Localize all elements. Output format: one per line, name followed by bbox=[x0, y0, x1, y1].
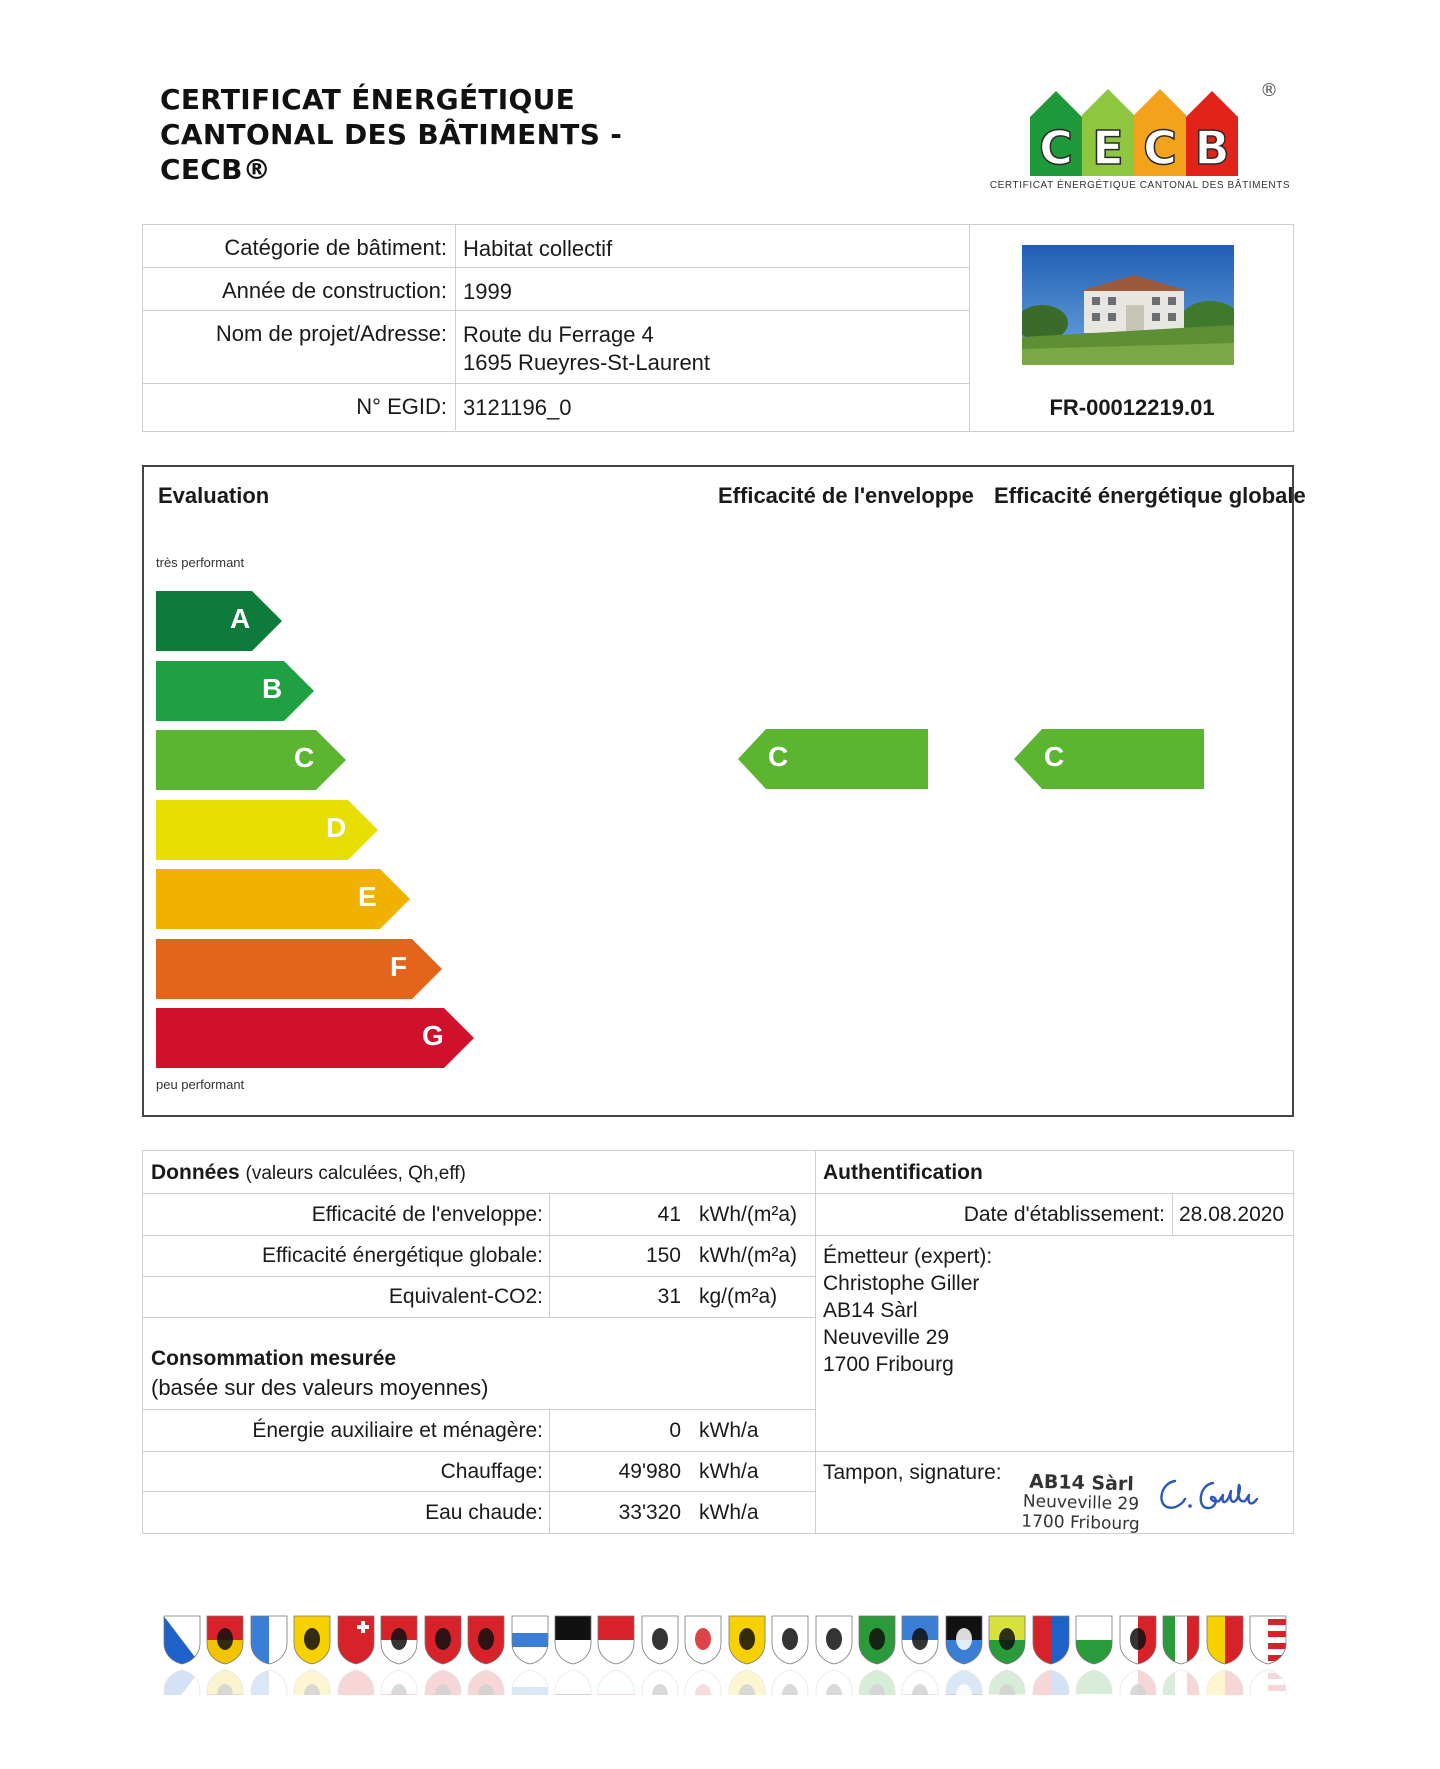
title-line-2: CANTONAL DES BÂTIMENTS - bbox=[160, 118, 623, 151]
canton-shield bbox=[1249, 1615, 1287, 1665]
canton-shield bbox=[380, 1615, 418, 1665]
canton-shield-reflection bbox=[597, 1669, 635, 1695]
canton-shield-reflection bbox=[641, 1669, 679, 1695]
energy-class-letter: F bbox=[390, 950, 408, 982]
data-title: Données bbox=[151, 1161, 240, 1184]
issuer-label: Émetteur (expert): bbox=[823, 1245, 993, 1268]
measured-title: Consommation mesurée bbox=[151, 1347, 397, 1370]
data-header bbox=[151, 1161, 466, 1185]
label-bottom: peu performant bbox=[156, 1077, 245, 1092]
canton-shield-reflection bbox=[1032, 1669, 1070, 1695]
canton-shield-reflection bbox=[684, 1669, 722, 1695]
category-label: Catégorie de bâtiment: bbox=[224, 235, 447, 260]
hot-water-value: 33'320 bbox=[618, 1501, 681, 1524]
canton-shield-reflection bbox=[163, 1669, 201, 1695]
energy-class-b bbox=[156, 661, 314, 721]
data-subtitle: (valeurs calculées, Qh,eff) bbox=[245, 1163, 466, 1184]
canton-coats-of-arms bbox=[163, 1615, 1287, 1705]
logo-letter-4: B bbox=[1194, 121, 1230, 175]
logo-letter-3: C bbox=[1143, 121, 1177, 175]
building-info-table bbox=[142, 224, 1294, 432]
envelope-efficiency-unit: kWh/(m²a) bbox=[699, 1203, 797, 1226]
aux-energy-value: 0 bbox=[669, 1419, 681, 1442]
logo-letter-1: C bbox=[1039, 121, 1073, 175]
canton-shield bbox=[467, 1615, 505, 1665]
hot-water-unit: kWh/a bbox=[699, 1501, 759, 1524]
canton-shield bbox=[554, 1615, 592, 1665]
energy-class-c bbox=[156, 730, 346, 790]
canton-shield bbox=[1075, 1615, 1113, 1665]
envelope-column-title: Efficacité de l'enveloppe bbox=[718, 483, 974, 508]
cecb-logo bbox=[986, 76, 1294, 196]
auth-title: Authentification bbox=[823, 1161, 983, 1184]
global-efficiency-value: 150 bbox=[645, 1244, 681, 1267]
canton-shield bbox=[293, 1615, 331, 1665]
label-top: très performant bbox=[156, 555, 245, 570]
year-value: 1999 bbox=[463, 279, 512, 304]
co2-value: 31 bbox=[657, 1285, 681, 1308]
canton-shield-reflection bbox=[424, 1669, 462, 1695]
measured-subtitle: (basée sur des valeurs moyennes) bbox=[151, 1375, 489, 1400]
canton-shield-reflection bbox=[771, 1669, 809, 1695]
canton-shield bbox=[1119, 1615, 1157, 1665]
canton-shield-reflection bbox=[467, 1669, 505, 1695]
canton-shield bbox=[511, 1615, 549, 1665]
info-row-category bbox=[143, 225, 969, 268]
stamp-line-1: AB14 Sàrl bbox=[1028, 1470, 1135, 1496]
canton-shield bbox=[206, 1615, 244, 1665]
canton-shield-reflection bbox=[815, 1669, 853, 1695]
energy-class-letter: G bbox=[422, 1020, 444, 1051]
date-label: Date d'établissement: bbox=[963, 1203, 1165, 1226]
co2-unit: kg/(m²a) bbox=[699, 1285, 778, 1308]
company-stamp bbox=[1020, 1471, 1142, 1534]
energy-class-d bbox=[156, 800, 378, 860]
heating-value: 49'980 bbox=[618, 1460, 681, 1483]
issuer-company: AB14 Sàrl bbox=[823, 1299, 918, 1322]
canton-shield-reflection bbox=[511, 1669, 549, 1695]
canton-shield bbox=[597, 1615, 635, 1665]
aux-energy-label: Énergie auxiliaire et ménagère: bbox=[252, 1419, 543, 1442]
logo-letter-2: E bbox=[1092, 121, 1124, 175]
issuer-name: Christophe Giller bbox=[823, 1272, 980, 1295]
cecb-logo-houses bbox=[986, 76, 1294, 180]
building-photo-cell bbox=[969, 225, 1294, 431]
canton-shield-reflection bbox=[1249, 1669, 1287, 1695]
energy-class-letter: D bbox=[326, 811, 347, 843]
canton-shield bbox=[728, 1615, 766, 1665]
canton-shield bbox=[858, 1615, 896, 1665]
issuer-street: Neuveville 29 bbox=[823, 1326, 950, 1349]
canton-shield-reflection bbox=[250, 1669, 288, 1695]
canton-shield bbox=[337, 1615, 375, 1665]
year-label: Année de construction: bbox=[221, 278, 447, 303]
heating-unit: kWh/a bbox=[699, 1460, 759, 1483]
energy-class-f bbox=[156, 939, 442, 999]
canton-shield-reflection bbox=[858, 1669, 896, 1695]
category-value: Habitat collectif bbox=[463, 236, 613, 261]
issuer-city: 1700 Fribourg bbox=[823, 1353, 954, 1376]
envelope-efficiency-label: Efficacité de l'enveloppe: bbox=[311, 1203, 543, 1226]
building-photo bbox=[1022, 245, 1234, 365]
energy-class-letter: A bbox=[230, 603, 251, 634]
data-authentication-table bbox=[142, 1150, 1294, 1534]
energy-class-a bbox=[156, 591, 282, 651]
canton-shield-reflection bbox=[1075, 1669, 1113, 1695]
envelope-rating-marker bbox=[738, 729, 928, 789]
logo-tagline: CERTIFICAT ÉNERGÉTIQUE CANTONAL DES BÂTIMENTS bbox=[989, 180, 1291, 191]
address-line-2: 1695 Rueyres-St-Laurent bbox=[463, 350, 711, 375]
global-rating-marker bbox=[1014, 729, 1204, 789]
energy-class-letter: B bbox=[262, 672, 283, 704]
title-line-1: CERTIFICAT ÉNERGÉTIQUE bbox=[160, 83, 576, 116]
canton-shield bbox=[1206, 1615, 1244, 1665]
canton-shield bbox=[988, 1615, 1026, 1665]
canton-shield-reflection bbox=[337, 1669, 375, 1695]
energy-class-letter: C bbox=[294, 742, 315, 773]
hot-water-label: Eau chaude: bbox=[425, 1501, 543, 1524]
aux-energy-unit: kWh/a bbox=[699, 1419, 759, 1442]
energy-class-g bbox=[156, 1008, 474, 1068]
canton-shield-reflection bbox=[554, 1669, 592, 1695]
envelope-efficiency-value: 41 bbox=[657, 1203, 681, 1226]
canton-shield bbox=[1032, 1615, 1070, 1665]
canton-shield-reflection bbox=[293, 1669, 331, 1695]
global-efficiency-label: Efficacité énergétique globale: bbox=[262, 1244, 543, 1267]
evaluation-title: Evaluation bbox=[158, 483, 270, 508]
envelope-rating-letter: C bbox=[768, 741, 789, 772]
stamp-line-2: Neuveville 29 bbox=[1022, 1491, 1140, 1515]
logo-registered-mark: ® bbox=[1260, 80, 1278, 101]
co2-label: Equivalent-CO2: bbox=[388, 1285, 543, 1308]
info-row-year bbox=[143, 268, 969, 311]
evaluation-panel bbox=[142, 465, 1306, 1117]
global-rating-letter: C bbox=[1044, 741, 1065, 772]
canton-shield-reflection bbox=[1206, 1669, 1244, 1695]
stamp-label: Tampon, signature: bbox=[823, 1461, 1002, 1484]
canton-shield-reflection bbox=[728, 1669, 766, 1695]
egid-label: N° EGID: bbox=[356, 394, 447, 419]
canton-shield-reflection bbox=[901, 1669, 939, 1695]
info-row-egid bbox=[143, 384, 969, 430]
energy-class-e bbox=[156, 869, 410, 929]
global-column-title: Efficacité énergétique globale bbox=[994, 483, 1306, 508]
canton-shield-reflection bbox=[945, 1669, 983, 1695]
title-line-3: CECB® bbox=[160, 153, 272, 186]
canton-shield bbox=[901, 1615, 939, 1665]
certificate-number: FR-00012219.01 bbox=[1049, 395, 1215, 420]
canton-shield bbox=[684, 1615, 722, 1665]
canton-shield-reflection bbox=[380, 1669, 418, 1695]
address-label: Nom de projet/Adresse: bbox=[215, 321, 447, 346]
egid-value: 3121196_0 bbox=[463, 395, 572, 420]
issuer-block bbox=[823, 1243, 992, 1378]
canton-shield bbox=[250, 1615, 288, 1665]
heating-label: Chauffage: bbox=[440, 1460, 543, 1483]
document-title bbox=[160, 82, 622, 187]
canton-shield bbox=[163, 1615, 201, 1665]
canton-shield bbox=[771, 1615, 809, 1665]
canton-shield-reflection bbox=[206, 1669, 244, 1695]
canton-shield bbox=[815, 1615, 853, 1665]
handwritten-signature bbox=[1153, 1473, 1263, 1528]
canton-shield bbox=[641, 1615, 679, 1665]
canton-shield-reflection bbox=[1119, 1669, 1157, 1695]
canton-shield-reflection bbox=[988, 1669, 1026, 1695]
canton-shield bbox=[945, 1615, 983, 1665]
address-line-1: Route du Ferrage 4 bbox=[463, 322, 654, 347]
info-row-address bbox=[143, 311, 969, 384]
date-value: 28.08.2020 bbox=[1179, 1203, 1285, 1226]
canton-shield bbox=[424, 1615, 462, 1665]
energy-class-letter: E bbox=[358, 881, 377, 912]
canton-shield bbox=[1162, 1615, 1200, 1665]
stamp-line-3: 1700 Fribourg bbox=[1021, 1511, 1140, 1535]
global-efficiency-unit: kWh/(m²a) bbox=[699, 1244, 797, 1267]
canton-shield-reflection bbox=[1162, 1669, 1200, 1695]
